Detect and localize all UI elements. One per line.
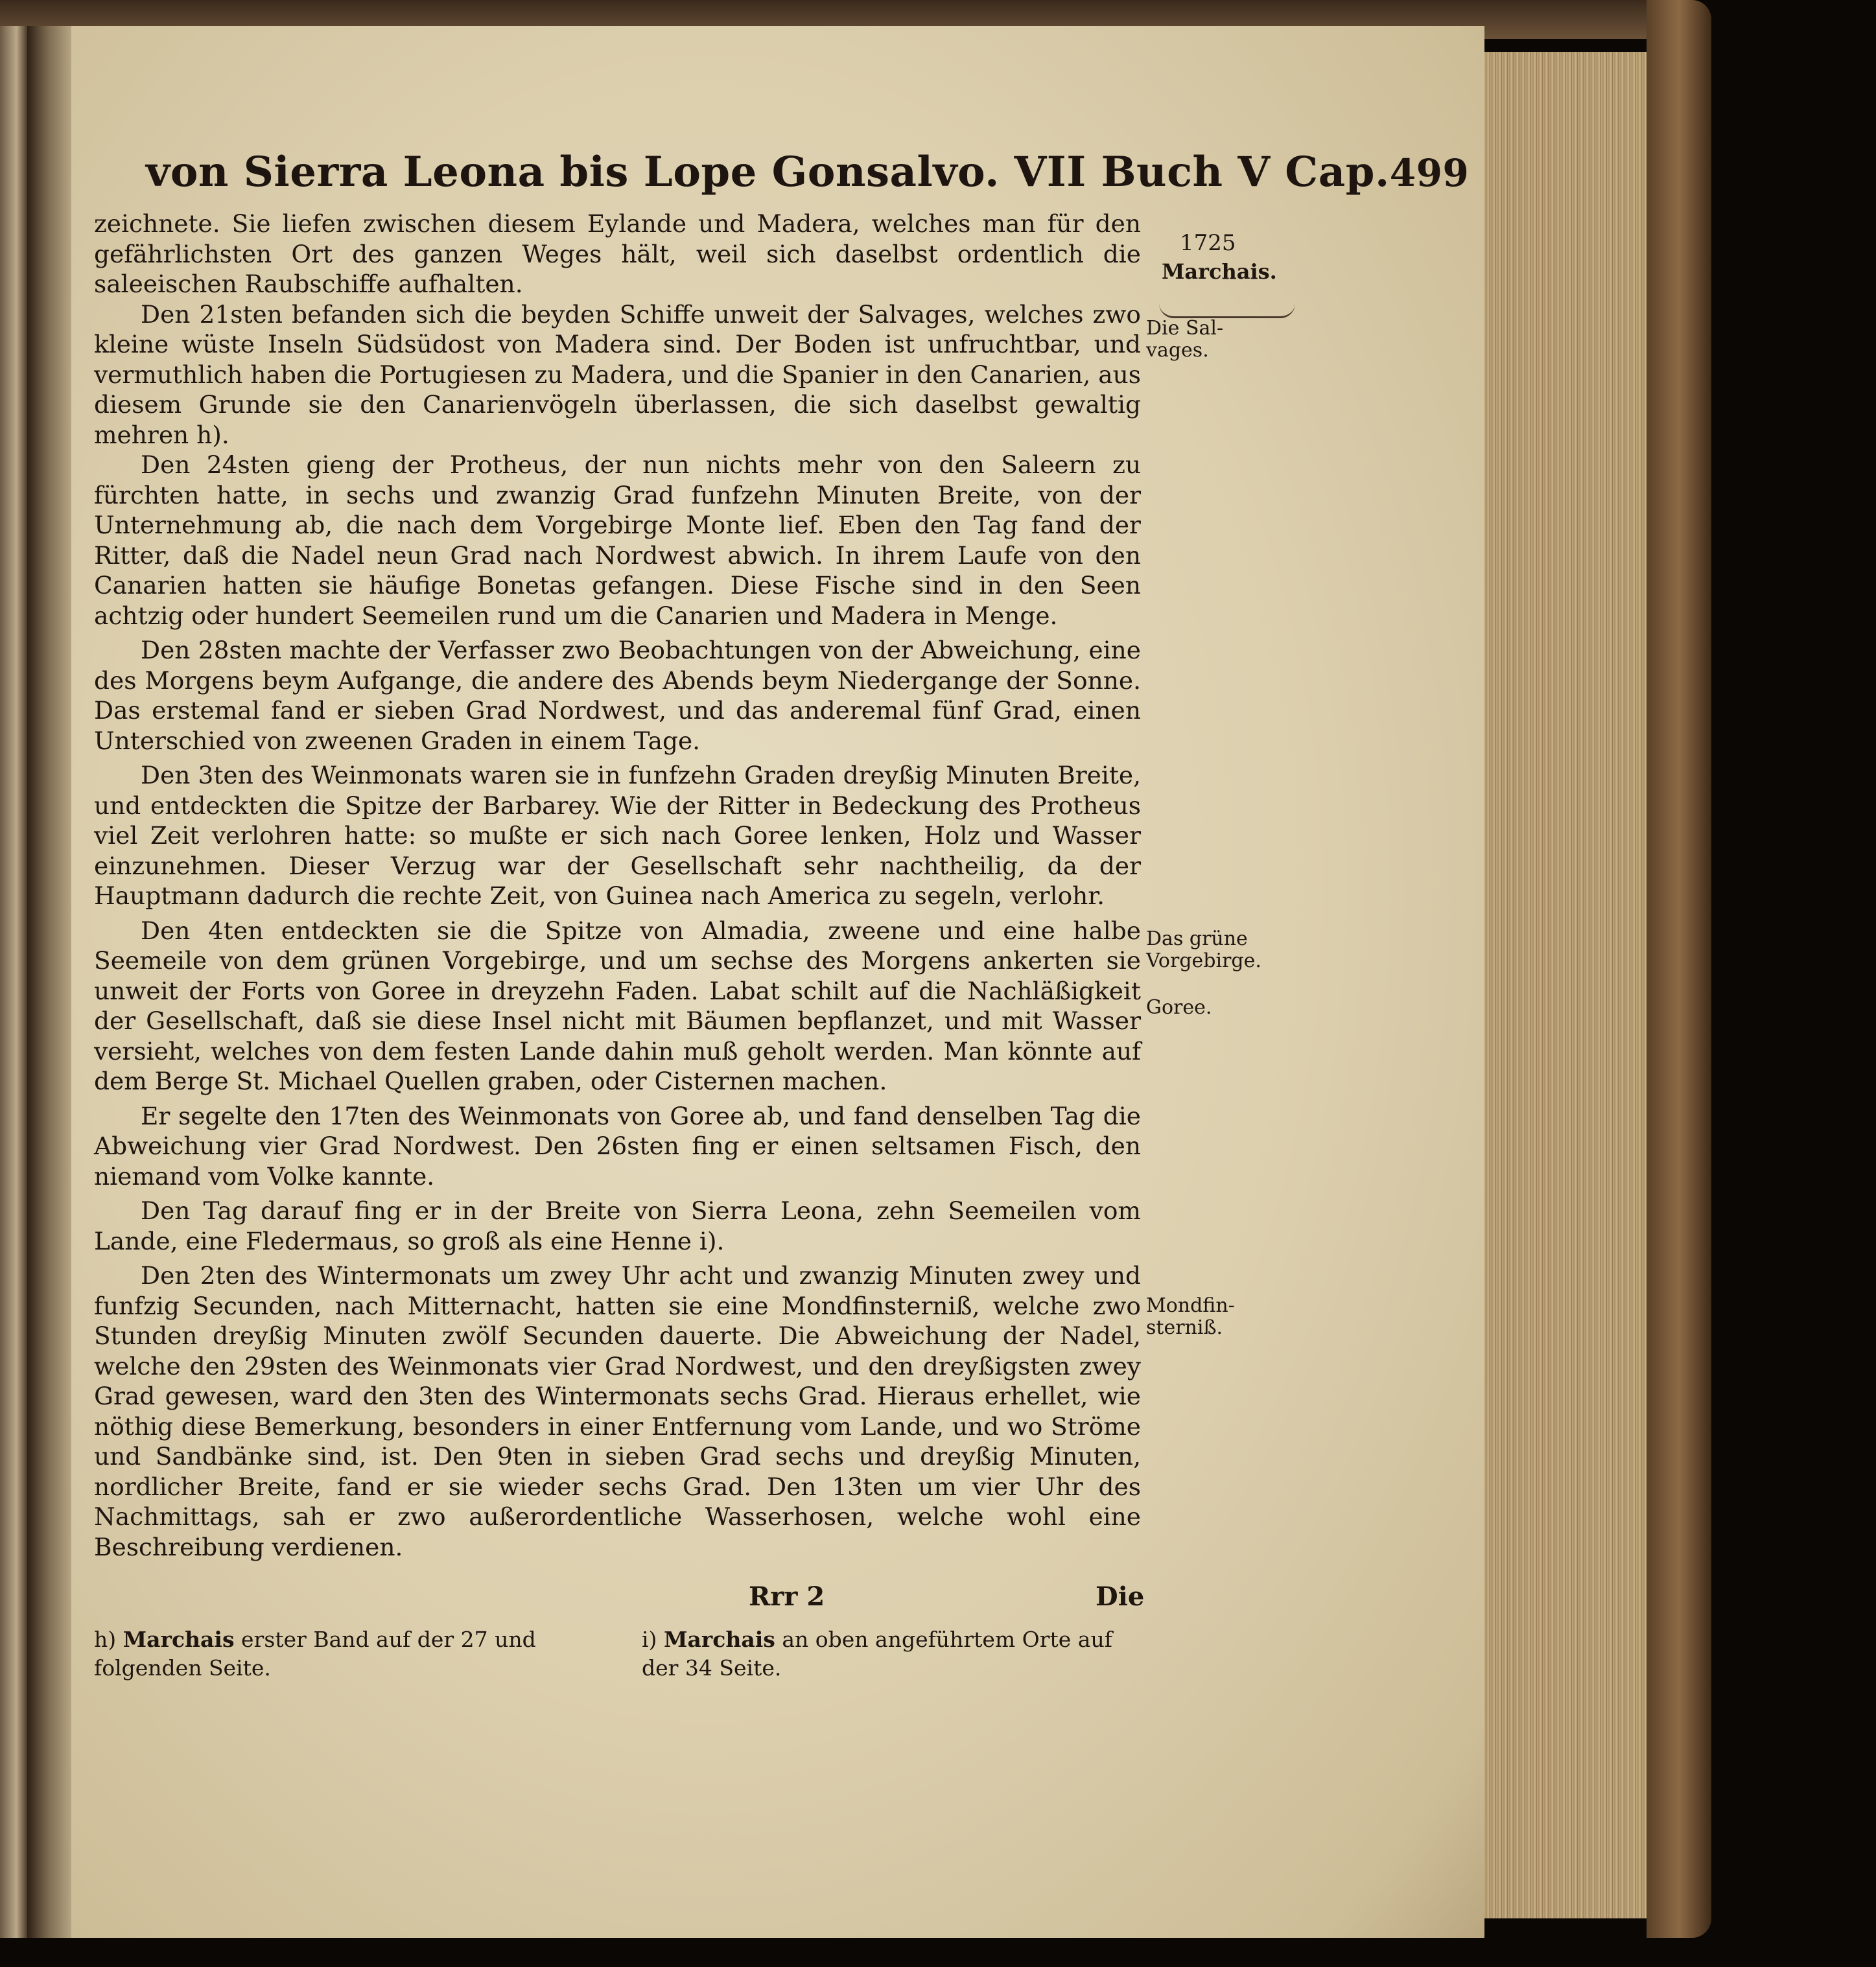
margin-notes: [1146, 0, 1295, 1944]
footnote-author: Marchais: [663, 1627, 775, 1652]
paragraph: Den 28sten machte der Verfasser zwo Beobachtungen von der Abweichung, eine des Morgens beym Aufgange, die andere des Abends beym Niedergange der Sonne. Das erstemal fand er sieben Grad Nordwest, und das anderemal fünf Grad, einen Unterschied von zweenen Graden in einem Tage.: [94, 636, 1141, 755]
paragraph: Er segelte den 17ten des Weinmonats von Goree ab, und fand denselben Tag die Abweichung vier Grad Nordwest. Den 26sten fing er einen seltsamen Fisch, den niemand vom Volke kannte.: [94, 1101, 1141, 1191]
footnote-text: erster Band auf der 27 und folgenden Seite.: [94, 1627, 536, 1681]
margin-note-line: Die Sal-: [1146, 317, 1224, 340]
paragraph: Den 4ten entdeckten sie die Spitze von Almadia, zweene und eine halbe Seemeile von dem grünen Vorgebirge, und um sechse des Morgens ankerten sie unweit der Forts von Goree in dreyzehn Faden. Labat schilt auf die Nachläßigkeit der Gesellschaft, daß sie diese Insel nicht mit Bäumen bepflanzet, und mit Wasser versieht, welches von dem festen Lande dahin muß geholt werden. Man könnte auf dem Berge St. Michael Quellen graben, oder Cisternen machen.: [94, 916, 1141, 1095]
margin-note-line: Das grüne: [1146, 927, 1248, 950]
margin-brace: [1159, 303, 1295, 318]
footnote-mark: i): [642, 1627, 657, 1652]
footnote-text: an oben angeführtem Orte auf der 34 Seite.: [642, 1627, 1112, 1681]
running-title: von Sierra Leona bis Lope Gonsalvo. VII Buch V Cap.: [146, 148, 1390, 196]
catchword: Die: [1096, 1581, 1145, 1612]
margin-note-salvages: [1146, 318, 1292, 362]
margin-note-cap-verde: [1146, 928, 1292, 972]
paragraph: Den 2ten des Wintermonats um zwey Uhr acht und zwanzig Minuten zwey und funfzig Secunden, nach Mitternacht, hatten sie eine Mondfinsterniß, welche zwo Stunden dreyßig Minuten zwölf Secunden dauerte. Die Abweichung der Nadel, welche den 29sten des Weinmonats vier Grad Nordwest, und den dreyßigsten zwey Grad gewesen, ward den 3ten des Wintermonats sechs Grad. Hieraus erhellet, wie nöthig diese Bemerkung, besonders in einer Entfernung vom Lande, und wo Ströme und Sandbänke sind, ist. Den 9ten in sieben Grad sechs und dreyßig Minuten, nordlicher Breite, fand er sie wieder sechs Grad. Den 13ten um vier Uhr des Nachmittags, sah er zwo außerordentliche Wasserhosen, welche wohl eine Beschreibung verdienen.: [94, 1261, 1141, 1561]
margin-note-line: Mondfin-: [1146, 1294, 1235, 1317]
footnotes: [94, 1625, 1141, 1682]
page-header: [146, 148, 1470, 206]
margin-author: Marchais.: [1162, 259, 1277, 284]
left-page-edge: [0, 26, 27, 1944]
book-cover-right: [1647, 0, 1711, 1938]
margin-year: 1725: [1180, 230, 1236, 256]
signature-mark: Rrr 2: [749, 1581, 825, 1612]
footnote-mark: h): [94, 1627, 117, 1652]
margin-note-eclipse: [1146, 1295, 1292, 1339]
margin-note-line: sterniß.: [1146, 1316, 1223, 1339]
paragraph: Den Tag darauf fing er in der Breite von Sierra Leona, zehn Seemeilen vom Lande, eine Fledermaus, so groß als eine Henne i).: [94, 1196, 1141, 1255]
footnote-h: [94, 1625, 593, 1682]
paragraph: Den 24sten gieng der Protheus, der nun nichts mehr von den Saleern zu fürchten hatte, in sechs und zwanzig Grad funfzehn Minuten Breite, von der Unternehmung ab, die nach dem Vorgebirge Monte lief. Eben den Tag fand der Ritter, daß die Nadel neun Grad nach Nordwest abwich. In ihrem Laufe von den Canarien hatten sie häufige Bonetas gefangen. Diese Fische sind in den Seen achtzig oder hundert Seemeilen rund um die Canarien und Madera in Menge.: [94, 450, 1141, 630]
body-text: [94, 209, 1141, 1562]
scan-background: [0, 1938, 1711, 1967]
paragraph: zeichnete. Sie liefen zwischen diesem Eylande und Madera, welches man für den gefährlichsten Ort des ganzen Weges hält, weil sich daselbst ordentlich die saleeischen Raubschiffe aufhalten.: [94, 209, 1141, 298]
footnote-author: Marchais: [123, 1627, 235, 1652]
margin-note-line: Vorgebirge.: [1146, 949, 1261, 972]
margin-note-line: vages.: [1146, 339, 1209, 362]
margin-note-goree: Goree.: [1146, 996, 1212, 1019]
paragraph: Den 21sten befanden sich die beyden Schiffe unweit der Salvages, welches zwo kleine wüste Inseln Südsüdost von Madera sind. Der Boden ist unfruchtbar, und vermuthlich haben die Portugiesen zu Madera, und die Spanier in den Canarien, aus diesem Grunde sie den Canarienvögeln überlassen, die sich daselbst gewaltig mehren h).: [94, 299, 1141, 449]
footnote-i: [642, 1625, 1141, 1682]
paragraph: Den 3ten des Weinmonats waren sie in funfzehn Graden dreyßig Minuten Breite, und entdeckten die Spitze der Barbarey. Wie der Ritter in Bedeckung des Protheus viel Zeit verlohren hatte: so mußte er sich nach Goree lenken, Holz und Wasser einzunehmen. Dieser Verzug war der Gesellschaft sehr nachtheilig, da der Hauptmann dadurch die rechte Zeit, von Guinea nach America zu segeln, verlohr.: [94, 761, 1141, 910]
page-block-edges: [1484, 52, 1659, 1918]
page-number: 499: [1389, 151, 1470, 195]
